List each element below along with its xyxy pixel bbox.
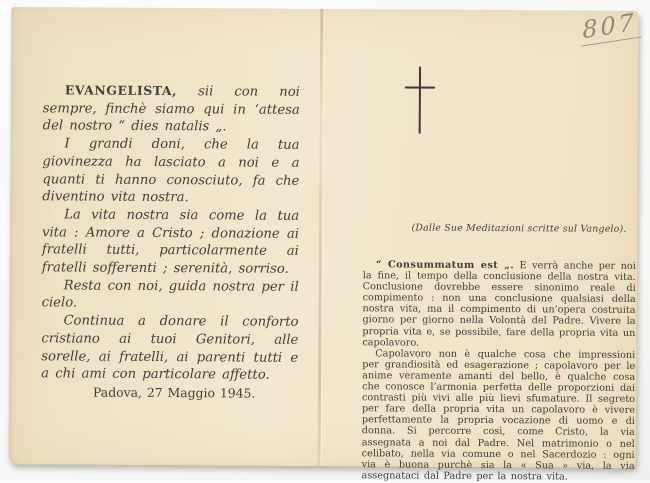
left-page (41, 81, 300, 402)
source-caption: (Dalle Sue Meditazioni scritte sul Vangelo). (411, 222, 627, 235)
quote-lead: “ Consummatum est „. (375, 259, 515, 272)
paragraph-gifts: I grandi doni, che la tua giovinezza ha lasciato a noi e a quanti ti hanno conosciuto, fa che diventino vita nostra. (42, 136, 300, 206)
paragraph-capolavoro: Capolavoro non è qualche cosa che impressioni per grandiosità ed esagerazione ; capolavoro per le anime veramente amanti del bello, è qualche cosa che conosce l’armonia perfetta delle proporzioni dai contrasti più vivi alle più lievi sfumature. Il segreto per fare della propria vita un capolavoro è vivere perfettamente la propria vocazione di uomo e di donna. Si percorre così, come Cristo, la via assegnata a noi dal Padre. Nel matrimonio o nel celibato, nella via comune o nel Sacerdozio : ogni via è buona purchè sia la « Sua » via, la via assegnataci dal Padre per la nostra vita. (361, 348, 636, 483)
handwritten-page-number: 807 (580, 7, 642, 46)
paragraph-text: E verrà anche per noi la fine, il tempo della conclusione della nostra vita. Conclusione dovrebbe essere sinonimo reale di compimento : non una conclusione qualsiasi della nostra vita, ma il compimento di un’opera costruita giorno per giorno nella Volontà del Padre. Vivere la propria vita e, se possibile, fare della propria vita un capolavoro. (362, 260, 636, 349)
paragraph-guide: Resta con noi, guida nostra per il cielo. (41, 278, 299, 311)
paragraph-consummatum (362, 259, 636, 349)
latin-cross-icon (405, 66, 435, 136)
right-page (319, 9, 639, 483)
paragraph-text: sii con noi sempre, finchè siamo qui in ‘attesa del nostro “ dies natalis „. (42, 84, 300, 135)
cross-vertical-bar (419, 67, 421, 134)
paragraph-invocation (43, 81, 300, 137)
dateline: Padova, 27 Maggio 1945. (93, 384, 256, 401)
prayer-card (9, 7, 639, 483)
addressee-name: EVANGELISTA, (64, 82, 178, 99)
cross-horizontal-bar (405, 86, 435, 88)
paragraph-life: La vita nostra sia come la tua vita : Amore a Cristo ; donazione ai fratelli tutti, particolarmente ai fratelli sofferenti ; serenità, sorriso. (41, 207, 300, 277)
meditation-text (362, 259, 636, 483)
paragraph-comfort: Continua a donare il conforto cristiano ai tuoi Genitori, alle sorelle, ai fratelli, ai parenti tutti e a chi ami con particolare affetto. (41, 313, 299, 383)
